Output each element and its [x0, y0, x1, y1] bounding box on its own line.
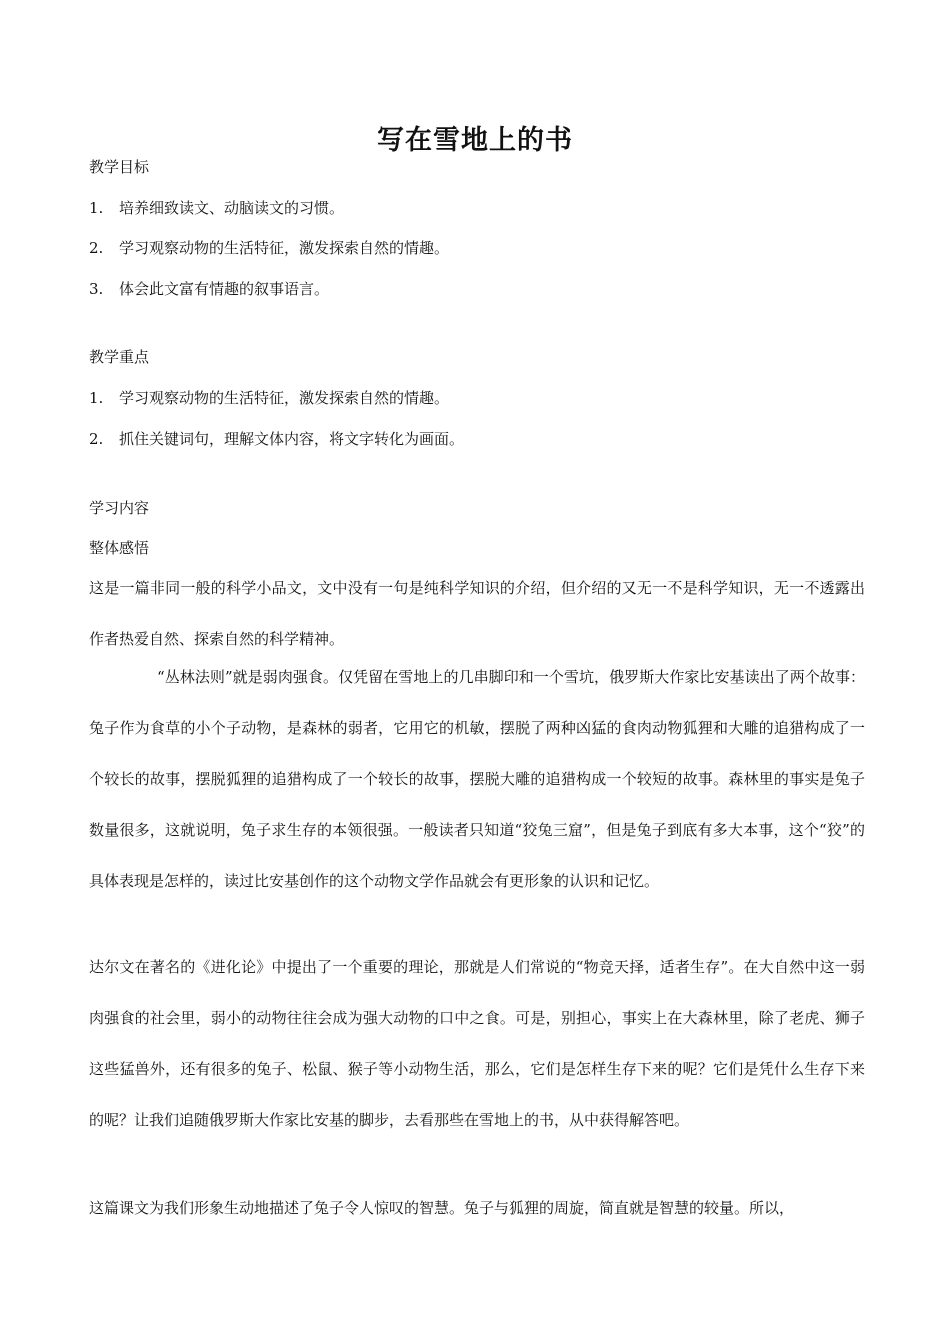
list-item: [89, 198, 344, 218]
list-item-text: 学习观察动物的生活特征，激发探索自然的情趣。: [119, 389, 450, 407]
list-item-number: 1.: [89, 389, 104, 407]
paragraph: “丛林法则”就是弱肉强食。仅凭留在雪地上的几串脚印和一个雪坑，俄罗斯大作家比安基读出了两个故事：兔子作为食草的小个子动物，是森林的弱者，它用它的机敏，摆脱了两种凶猛的食肉动物狐狸和大雕的追猎构成了一个较长的故事，摆脱狐狸的追猎构成了一个较长的故事，摆脱大雕的追猎构成一个较短的故事。森林里的事实是兔子数量很多，这就说明，兔子求生存的本领很强。一般读者只知道“狡兔三窟”，但是兔子到底有多大本事，这个“狡”的具体表现是怎样的，读过比安基创作的这个动物文学作品就会有更形象的认识和记忆。: [89, 668, 865, 890]
list-item-text: 抓住关键词句，理解文体内容，将文字转化为画面。: [119, 430, 465, 448]
list-item-number: 2.: [89, 430, 104, 448]
list-item-text: 学习观察动物的生活特征，激发探索自然的情趣。: [119, 239, 450, 257]
list-item: [89, 429, 464, 449]
section-heading-key-points: 教学重点: [89, 348, 150, 366]
paragraph: 这篇课文为我们形象生动地描述了兔子令人惊叹的智慧。兔子与狐狸的周旋，简直就是智慧的较量。所以，: [89, 1199, 795, 1217]
list-item-number: 2.: [89, 239, 104, 257]
paragraph: 这是一篇非同一般的科学小品文，文中没有一句是纯科学知识的介绍，但介绍的又无一不是科学知识，无一不透露出作者热爱自然、探索自然的科学精神。: [89, 579, 865, 648]
list-item: [89, 238, 449, 258]
list-item-text: 培养细致读文、动脑读文的习惯。: [119, 199, 345, 217]
list-item: [89, 388, 449, 408]
list-item: [89, 279, 329, 299]
list-item-text: 体会此文富有情趣的叙事语言。: [119, 280, 330, 298]
section-heading-content: 学习内容: [89, 499, 150, 517]
document-title: 写在雪地上的书: [377, 125, 573, 156]
subheading-overall: 整体感悟: [89, 539, 150, 557]
list-item-number: 1.: [89, 199, 104, 217]
section-heading-goals: 教学目标: [89, 158, 150, 176]
paragraph: 达尔文在著名的《进化论》中提出了一个重要的理论，那就是人们常说的“物竞天择，适者生存”。在大自然中这一弱肉强食的社会里，弱小的动物往往会成为强大动物的口中之食。可是，别担心，事实上在大森林里，除了老虎、狮子这些猛兽外，还有很多的兔子、松鼠、猴子等小动物生活，那么，它们是怎样生存下来的呢？它们是凭什么生存下来的呢？让我们追随俄罗斯大作家比安基的脚步，去看那些在雪地上的书，从中获得解答吧。: [89, 958, 865, 1129]
list-item-number: 3.: [89, 280, 104, 298]
